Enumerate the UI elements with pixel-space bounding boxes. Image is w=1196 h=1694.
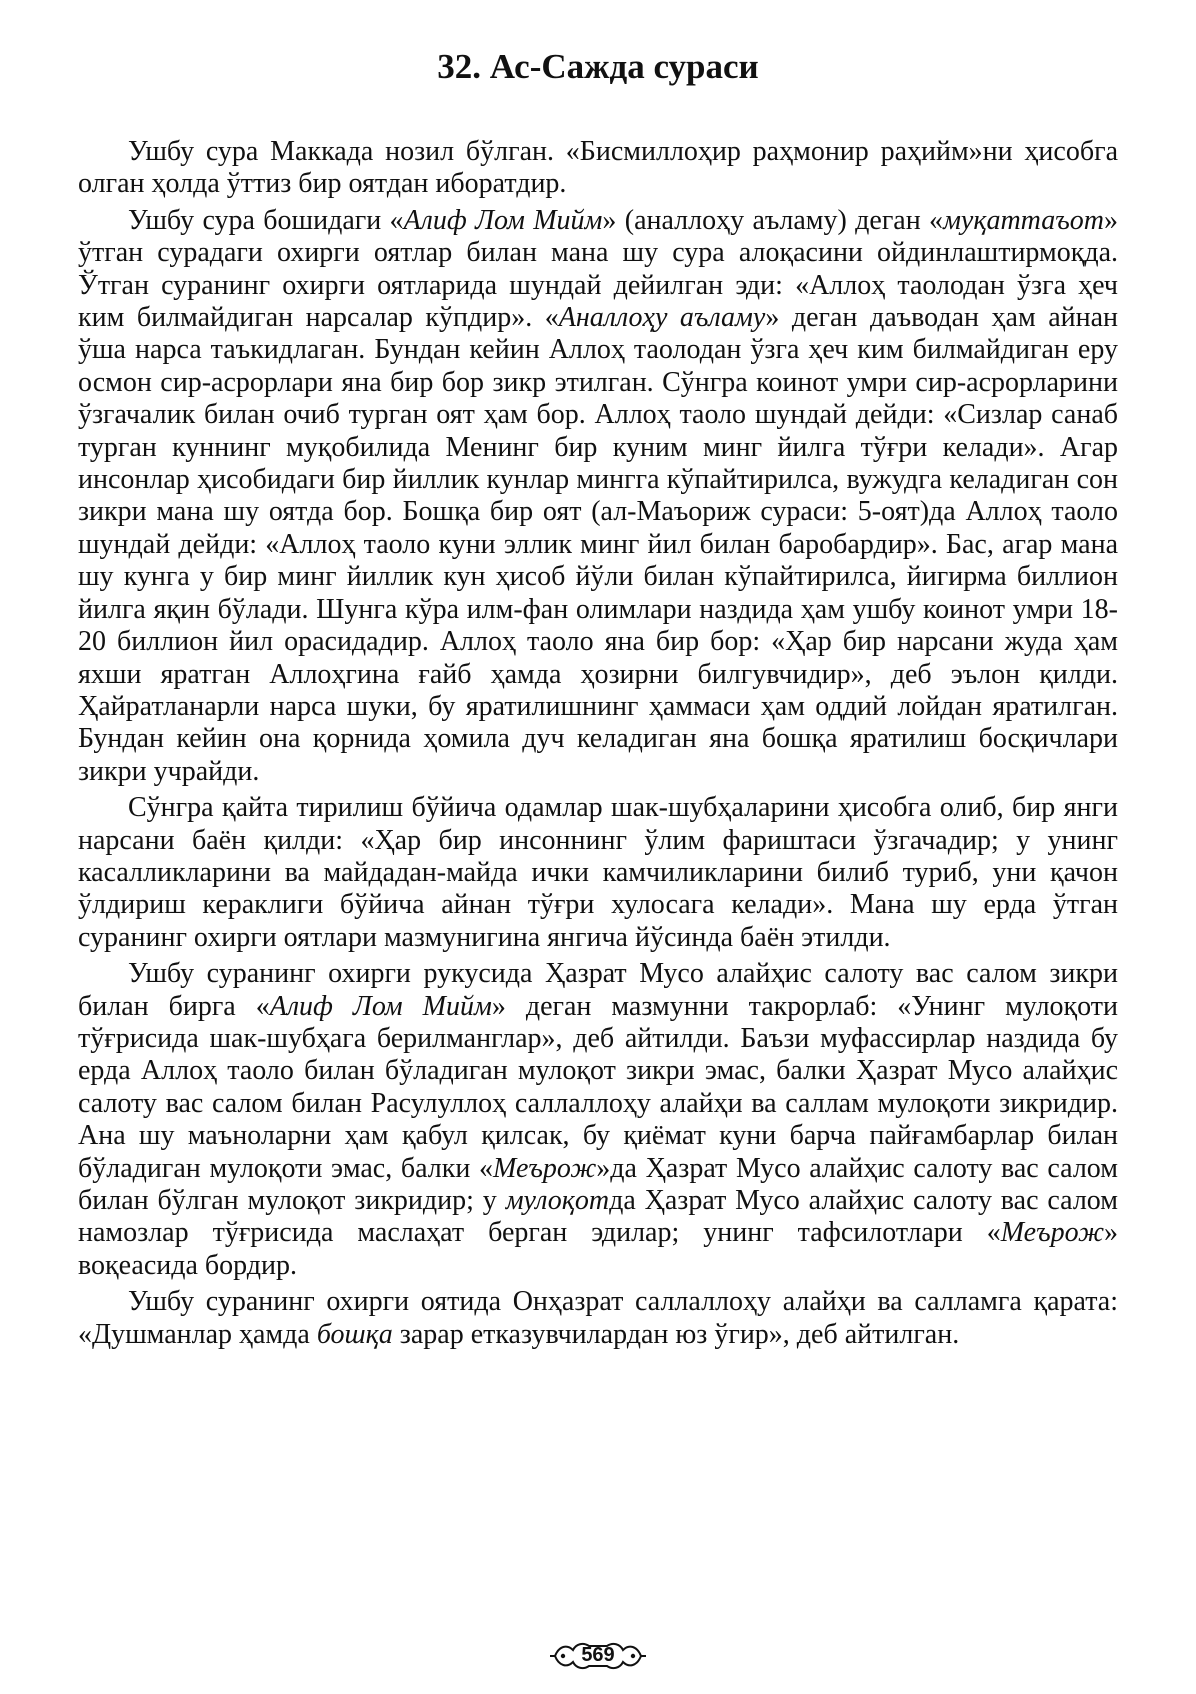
paragraph (78, 958, 1118, 1282)
page-footer (0, 1638, 1196, 1674)
text-run: да Ҳазрат Мусо алайҳис салоту вас салом намозлар тўғрисида маслаҳат берган эдилар; унинг тафсилотлари « (78, 1185, 1118, 1249)
italic-term: мулоқот (505, 1185, 610, 1216)
paragraph (78, 1286, 1118, 1351)
text-run: » деган даъводан ҳам айнан ўша нарса таъкидлаган. Бундан кейин Аллоҳ таолодан ўзга ҳеч ким билмайдиган еру осмон сир-асрорлари яна бир бор зикр этилган. Сўнгра коинот умри сир-асрорларини ўзгачалик билан очиб турган оят ҳам бор. Аллоҳ таоло шундай дейди: «Сизлар санаб турган куннинг муқобилида Менинг бир куним минг йилга тўғри келади». Агар инсонлар ҳисобидаги бир йиллик кунлар мингга кўпайтирилса, вужудга келадиган сон зикри мана шу оятда бор. Бошқа бир оят (ал-Маъориж сураси: 5-оят)да Аллоҳ таоло шундай дейди: «Аллоҳ таоло куни эллик минг йил билан баробардир». Бас, агар мана шу кунга у бир минг йиллик кун ҳисоб йўли билан кўпайтирилса, йигирма биллион йилга яқин бўлади. Шунга кўра илм-фан олимлари наздида ҳам ушбу коинот умри 18-20 биллион йил орасидадир. Аллоҳ таоло яна бир бор: «Ҳар бир нарсани жуда ҳам яхши яратган Аллоҳгина ғайб ҳамда ҳозирни билгувчидир», деб эълон қилди. Ҳайратланарли нарса шуки, бу яратилишнинг ҳаммаси ҳам оддий лойдан яратилган. Бундан кейин она қорнида ҳомила дуч келадиган яна бошқа яратилиш босқичлари зикри учрайди. (78, 302, 1118, 787)
page-number: 569 (581, 1644, 615, 1666)
paragraph (78, 136, 1118, 201)
page-number-ornament (549, 1638, 647, 1674)
paragraph (78, 792, 1118, 954)
italic-term: Алиф Лом Мийм (269, 990, 492, 1022)
italic-term: Меърож (1000, 1217, 1104, 1249)
text-run: Сўнгра қайта тирилиш бўйича одамлар шак-шубҳаларини ҳисобга олиб, бир янги нарсани баён қилди: «Ҳар бир инсоннинг ўлим фариштаси ўзгачадир; у унинг касалликларини ва майдадан-майда ички камчиликларини билиб туриб, уни қачон ўлдириш кераклиги бўйича айнан тўғри хулосага келади». Мана шу ерда ўтган суранинг охирги оятлари мазмунигина янгича йўсинда баён этилди. (78, 792, 1118, 953)
text-run: »да Ҳазрат Мусо алайҳис салоту вас салом билан бўлган мулоқот зикридир; у (78, 1152, 1118, 1216)
text-run: » ўтган сурадаги охирги оятлар билан мана шу сура алоқасини ойдинлаштирмоқда. Ўтган суранинг охирги оятларида шундай дейилган эди: «Аллоҳ таолодан ўзга ҳеч ким билмайдиган нарсалар кўпдир». « (78, 204, 1118, 334)
text-run: » воқеасида бордир. (78, 1217, 1118, 1281)
text-run: Ушбу суранинг охирги оятида Онҳазрат саллаллоҳу алайҳи ва салламга қарата: «Душманлар ҳамда (78, 1286, 1118, 1350)
text-run: зарар етказувчилардан юз ўгир», деб айтилган. (392, 1318, 960, 1350)
italic-term: Аналлоҳу аъламу (558, 302, 766, 334)
italic-term: Алиф Лом Мийм (403, 204, 603, 236)
italic-term: муқаттаъот (943, 204, 1104, 236)
text-run: » деган мазмунни такрорлаб: «Унинг мулоқоти тўғрисида шак-шубҳага берилманглар», деб айтилди. Баъзи муфассирлар наздида бу ерда Аллоҳ таоло билан бўладиган мулоқот зикри эмас, балки Ҳазрат Мусо алайҳис салоту вас салом билан Расулуллоҳ саллаллоҳу алайҳи ва саллам мулоқоти зикридир. Ана шу маъноларни ҳам қабул қилсак, бу қиёмат куни барча пайғамбарлар билан бўладиган мулоқоти эмас, балки « (78, 990, 1119, 1184)
italic-term: Меърож (493, 1152, 597, 1184)
page-title: 32. Ас-Сажда сураси (437, 47, 759, 86)
text-run: Ушбу суранинг охирги рукусида Ҳазрат Мусо алайҳис салоту вас салом зикри билан бирга « (78, 958, 1118, 1022)
paragraph (78, 205, 1118, 788)
body-text (78, 136, 1118, 1351)
text-run: » (аналлоҳу аъламу) деган « (602, 204, 944, 236)
text-run: Ушбу сура бошидаги « (128, 204, 404, 236)
italic-term: бошқа (316, 1318, 393, 1350)
text-run: Ушбу сура Маккада нозил бўлган. «Бисмиллоҳир раҳмонир раҳийм»ни ҳисобга олган ҳолда ўттиз бир оятдан иборатдир. (78, 136, 1118, 200)
